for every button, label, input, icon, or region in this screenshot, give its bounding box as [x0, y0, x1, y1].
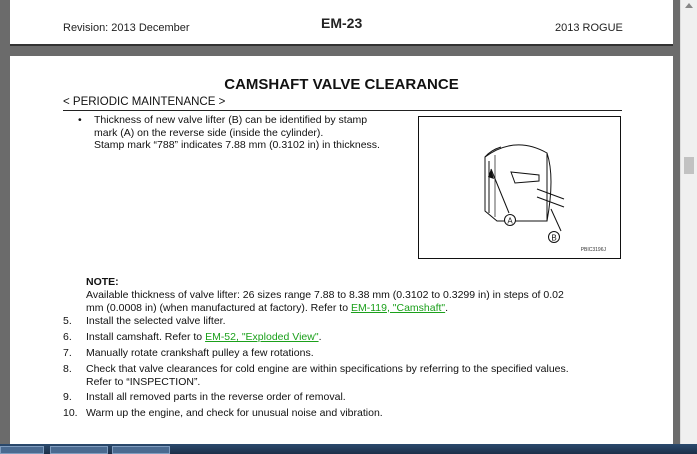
step-text [86, 331, 626, 344]
taskbar-button[interactable] [0, 446, 44, 454]
step-number: 5. [63, 315, 72, 327]
taskbar-button[interactable] [112, 446, 170, 454]
step-8-line-1: Check that valve clearances for cold engine are within specifications by referring to the specified values. [86, 363, 569, 375]
step-text: Install all removed parts in the reverse order of removal. [86, 391, 346, 403]
step-text: Install the selected valve lifter. [86, 315, 226, 327]
page-code: EM-23 [321, 15, 363, 31]
revision-label: Revision: 2013 December [63, 22, 190, 34]
document-page [10, 56, 673, 446]
step-number: 7. [63, 347, 72, 359]
scroll-up-icon[interactable] [685, 3, 693, 8]
scrollbar-thumb[interactable] [684, 157, 694, 174]
vertical-scrollbar[interactable] [680, 0, 697, 444]
bullet-line-2: mark (A) on the reverse side (inside the cylinder). [94, 126, 324, 139]
section-label: < PERIODIC MAINTENANCE > [63, 96, 226, 108]
valve-lifter-figure [418, 116, 621, 259]
step-6-prefix: Install camshaft. Refer to [86, 331, 206, 343]
bullet-line-1: Thickness of new valve lifter (B) can be identified by stamp [94, 114, 368, 126]
note-body [86, 289, 626, 314]
taskbar [0, 444, 697, 454]
camshaft-link[interactable]: EM-119, "Camshaft" [350, 301, 446, 314]
exploded-view-link[interactable]: EM-52, "Exploded View" [205, 331, 319, 343]
page-gap [0, 46, 680, 56]
page-header-area [10, 0, 673, 46]
callout-b-text: B [551, 233, 557, 243]
taskbar-button[interactable] [50, 446, 108, 454]
note-line-2 [86, 302, 626, 315]
note-suffix: . [445, 301, 449, 314]
lifter-thickness-bullet [78, 114, 414, 152]
bullet-line-3: Stamp mark “788” indicates 7.88 mm (0.3102 in) in thickness. [94, 139, 380, 151]
note-line-2-text: mm (0.0008 in) (when manufactured at factory). Refer to [86, 301, 351, 314]
page-title: CAMSHAFT VALVE CLEARANCE [224, 76, 459, 93]
step-number: 9. [63, 391, 72, 403]
step-text [86, 363, 626, 388]
valve-lifter-diagram [419, 117, 619, 257]
callout-a-text: A [507, 216, 513, 226]
step-number: 6. [63, 331, 72, 343]
step-number: 8. [63, 363, 72, 375]
figure-code: PBIC3196J [580, 247, 606, 253]
step-text: Manually rotate crankshaft pulley a few rotations. [86, 347, 314, 359]
note-heading: NOTE: [86, 276, 119, 288]
note-line-1: Available thickness of valve lifter: 26 sizes range 7.88 to 8.38 mm (0.3102 to 0.3299 in) in steps of 0.02 [86, 289, 564, 301]
model-label: 2013 ROGUE [555, 22, 623, 34]
step-6-suffix: . [318, 331, 322, 343]
section-divider [63, 110, 622, 111]
step-text: Warm up the engine, and check for unusual noise and vibration. [86, 407, 383, 419]
bullet-dot: • [78, 114, 82, 126]
step-8-line-2: Refer to “INSPECTION”. [86, 375, 201, 388]
step-number: 10. [63, 407, 78, 419]
